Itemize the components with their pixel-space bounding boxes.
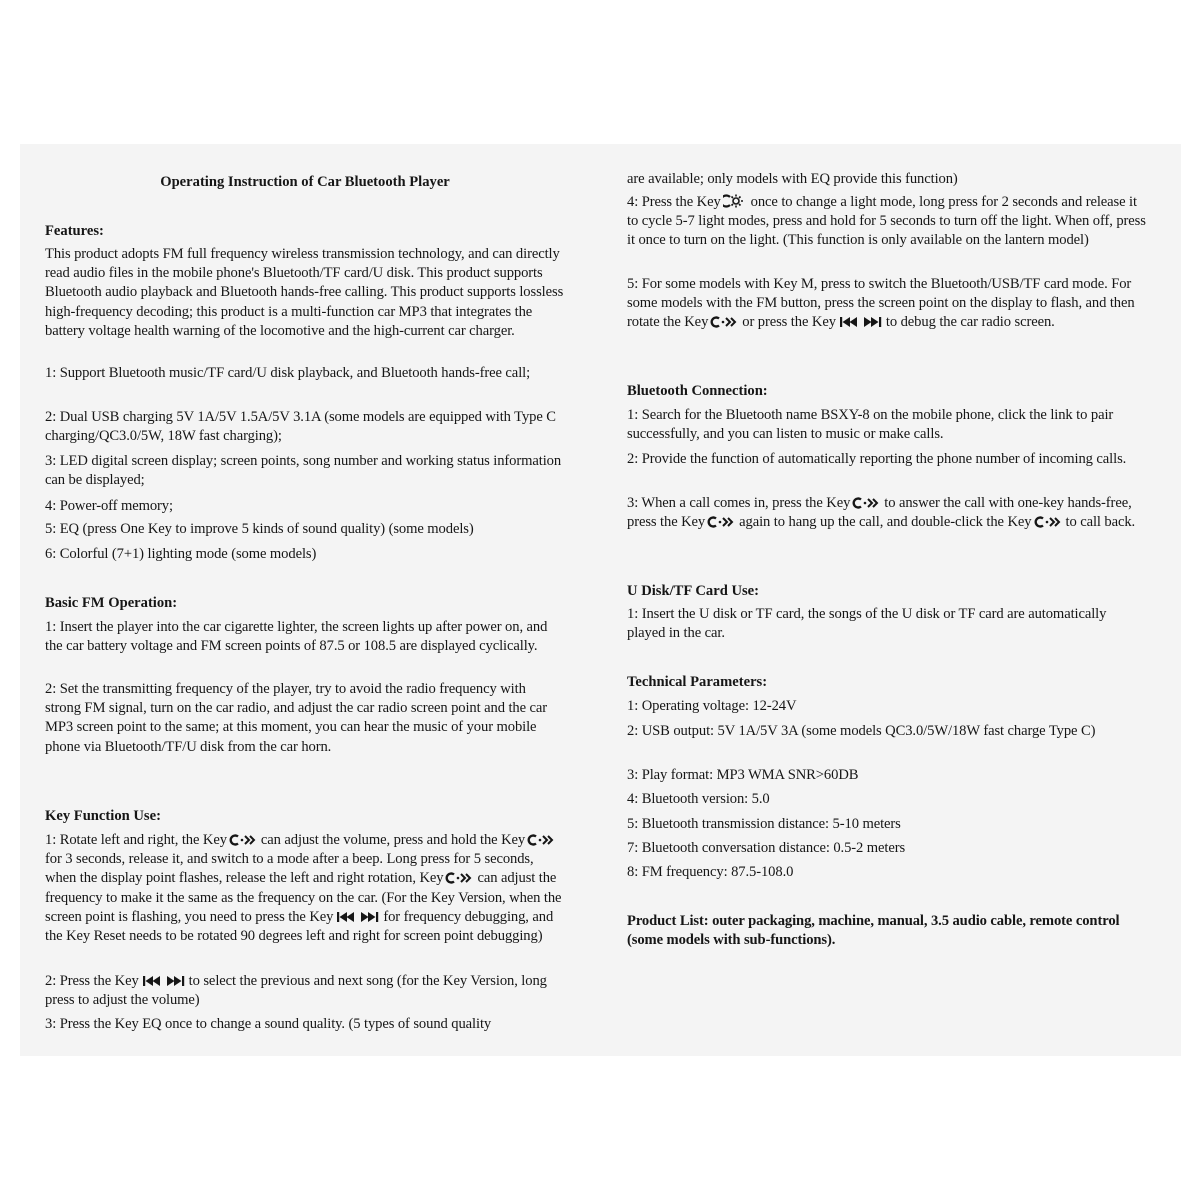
feature-item: 2: Dual USB charging 5V 1A/5V 1.5A/5V 3.1A (some models are equipped with Type C charging/QC3.0/5W, 18W fast charging); bbox=[45, 409, 556, 445]
udisk-heading: U Disk/TF Card Use: bbox=[627, 583, 760, 599]
key-function-item: 1: Rotate left and right, the Key can adjust the volume, press and hold the Key for 3 seconds, release it, and switch to a mode after a beep. Long press for 5 seconds, when the display point flashes, release the left and right rotation, Key can adjust the frequency to make it the same as the frequency on the car. (For the Key Version, when the screen point is flashing, you need to press the Key for frequency debugging, and the Key Reset needs to be rotated 90 degrees left and right for screen point debugging) bbox=[45, 832, 562, 945]
tech-param: 5: Bluetooth transmission distance: 5-10 meters bbox=[627, 816, 901, 832]
bluetooth-item: 2: Provide the function of automatically reporting the phone number of incoming calls. bbox=[627, 451, 1127, 467]
tech-param: 8: FM frequency: 87.5-108.0 bbox=[627, 864, 794, 880]
bluetooth-item: 3: When a call comes in, press the Key to answer the call with one-key hands-free, press the Key again to hang up the call, and double-click the Key to call back. bbox=[627, 495, 1136, 531]
skip-key-icon bbox=[335, 911, 381, 923]
features-intro: This product adopts FM full frequency wireless transmission technology, and can directly read audio files in the mobile phone's Bluetooth/TF card/U disk. This product supports Bluetooth audio playback and Bluetooth hands-free calling. This product supports lossless high-frequency decoding; this product is a multi-function car MP3 that integrates the battery voltage health warning of the locomotive and the high-current car charger. bbox=[45, 246, 564, 339]
feature-item: 6: Colorful (7+1) lighting mode (some models) bbox=[45, 546, 317, 562]
phone-key-icon bbox=[852, 497, 882, 509]
phone-key-icon bbox=[1034, 516, 1064, 528]
phone-key-icon bbox=[527, 834, 557, 846]
fm-heading: Basic FM Operation: bbox=[45, 595, 178, 611]
light-key-icon bbox=[723, 194, 749, 208]
udisk-item: 1: Insert the U disk or TF card, the songs of the U disk or TF card are automatically played in the car. bbox=[627, 606, 1107, 642]
fm-item: 1: Insert the player into the car cigarette lighter, the screen lights up after power on, and the car battery voltage and FM screen points of 87.5 or 108.5 are displayed cyclically. bbox=[45, 619, 548, 655]
feature-item: 4: Power-off memory; bbox=[45, 498, 173, 514]
phone-key-icon bbox=[445, 872, 475, 884]
tech-param: 4: Bluetooth version: 5.0 bbox=[627, 791, 770, 807]
tech-params-heading: Technical Parameters: bbox=[627, 674, 768, 690]
phone-key-icon bbox=[707, 516, 737, 528]
tech-param: 3: Play format: MP3 WMA SNR>60DB bbox=[627, 767, 859, 783]
bluetooth-item: 1: Search for the Bluetooth name BSXY-8 on the mobile phone, click the link to pair successfully, and you can listen to music or make calls. bbox=[627, 407, 1114, 443]
feature-item: 5: EQ (press One Key to improve 5 kinds of sound quality) (some models) bbox=[45, 521, 474, 537]
skip-key-icon bbox=[141, 975, 187, 987]
product-list: Product List: outer packaging, machine, manual, 3.5 audio cable, remote control (some models with sub-functions). bbox=[627, 913, 1120, 949]
feature-item: 1: Support Bluetooth music/TF card/U disk playback, and Bluetooth hands-free call; bbox=[45, 365, 531, 381]
tech-param: 7: Bluetooth conversation distance: 0.5-2 meters bbox=[627, 840, 906, 856]
key-function-item: 5: For some models with Key M, press to switch the Bluetooth/USB/TF card mode. For some models with the FM button, press the screen point on the display to flash, and then rotate the Key or press the Key to debug the car radio screen. bbox=[627, 276, 1135, 331]
tech-param: 2: USB output: 5V 1A/5V 3A (some models QC3.0/5W/18W fast charge Type C) bbox=[627, 723, 1096, 739]
key-function-item: 4: Press the Key once to change a light mode, long press for 2 seconds and release it to cycle 5-7 light modes, press and hold for 5 seconds to turn off the light. When off, press it once to turn on the light. (This function is only available on the lantern model) bbox=[627, 194, 1146, 249]
features-heading: Features: bbox=[45, 223, 104, 239]
skip-key-icon bbox=[838, 316, 884, 328]
key-function-item: 2: Press the Key to select the previous and next song (for the Key Version, long press to adjust the volume) bbox=[45, 973, 547, 1009]
document-title: Operating Instruction of Car Bluetooth Player bbox=[160, 174, 450, 190]
tech-param: 1: Operating voltage: 12-24V bbox=[627, 698, 797, 714]
key-function-heading: Key Function Use: bbox=[45, 808, 161, 824]
key-function-item: 3: Press the Key EQ once to change a sound quality. (5 types of sound quality bbox=[45, 1016, 492, 1032]
phone-key-icon bbox=[710, 316, 740, 328]
fm-item: 2: Set the transmitting frequency of the player, try to avoid the radio frequency with strong FM signal, turn on the car radio, and adjust the car radio screen point and the car MP3 screen point to the same; at this moment, you can hear the music of your mobile phone via Bluetooth/TF/U disk from the car horn. bbox=[45, 681, 548, 755]
feature-item: 3: LED digital screen display; screen points, song number and working status information can be displayed; bbox=[45, 453, 562, 489]
manual-page bbox=[20, 144, 1181, 1056]
key-function-item-continued: are available; only models with EQ provide this function) bbox=[627, 171, 958, 187]
phone-key-icon bbox=[229, 834, 259, 846]
bluetooth-heading: Bluetooth Connection: bbox=[627, 383, 768, 399]
